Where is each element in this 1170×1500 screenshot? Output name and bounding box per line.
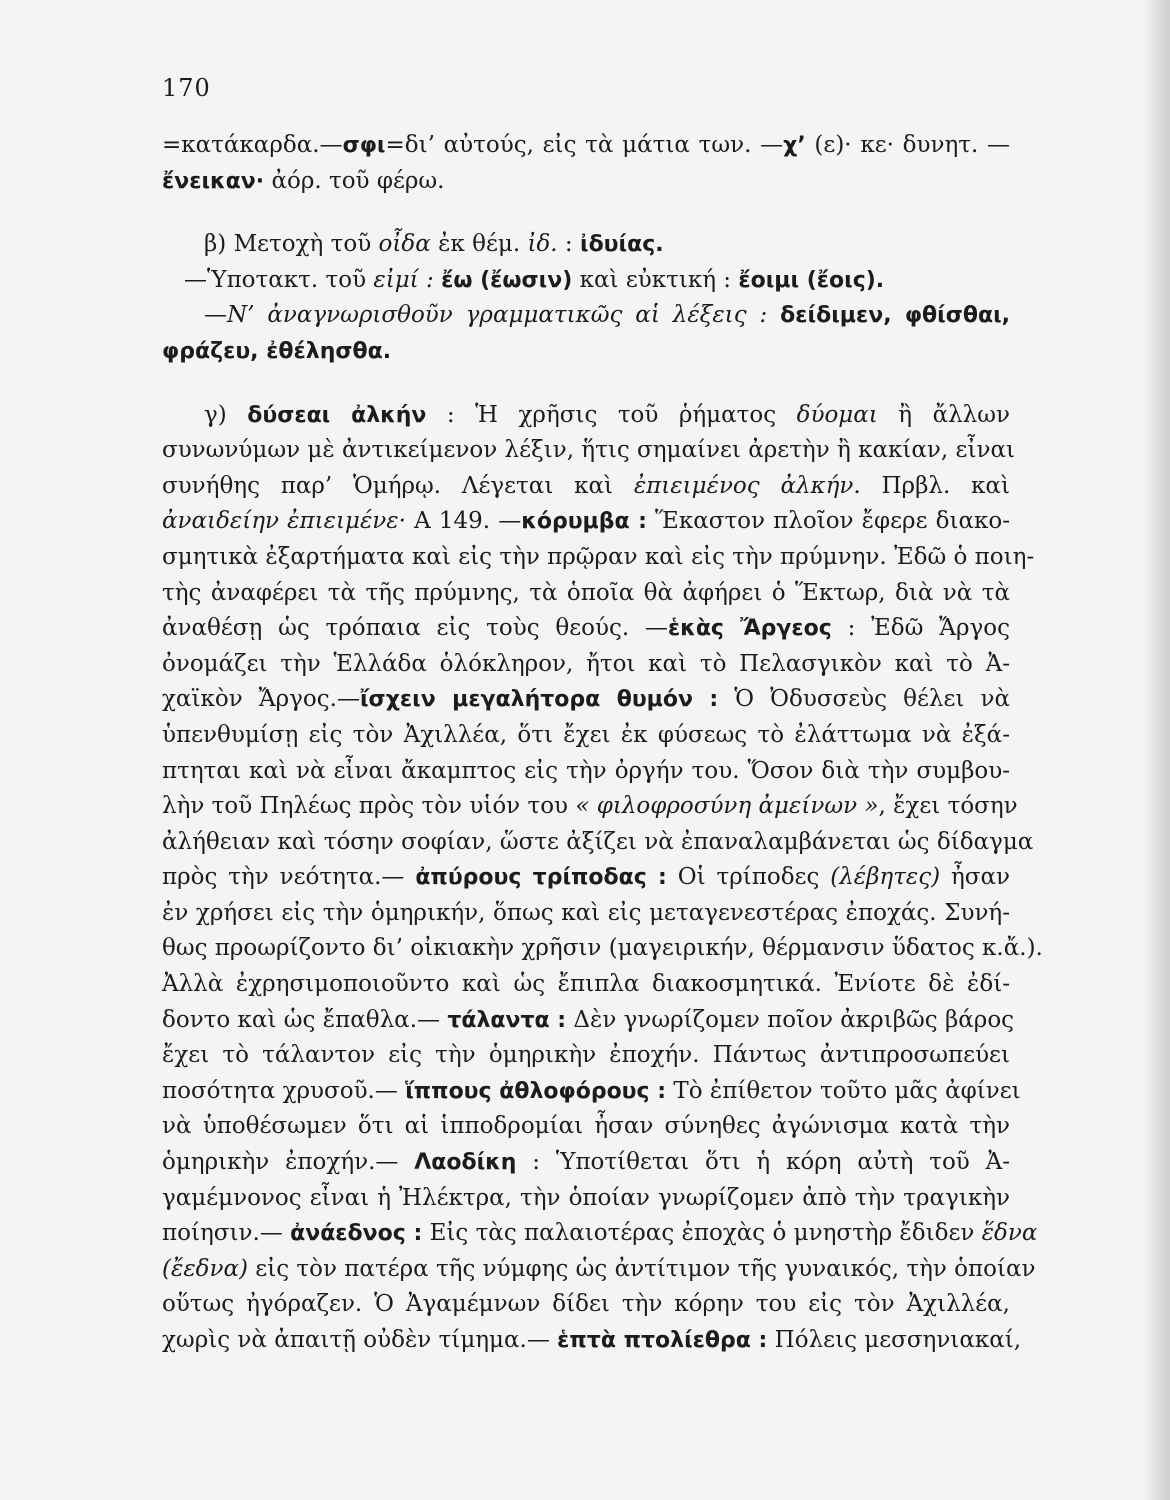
- text-run: τὴς ἀναφέρει τὰ τῆς πρύμνης, τὰ ὁποῖα θὰ ἀφήρει ὁ Ἕκτωρ, διὰ νὰ τὰ: [162, 579, 1010, 606]
- text-line: [162, 227, 1010, 263]
- commentary-text: [162, 128, 1043, 1359]
- text-run: χαϊκὸν Ἄργος.—: [162, 686, 360, 713]
- italic-text: ἕδνα: [981, 1220, 1038, 1247]
- text-run: =δι’ αὐτούς, εἰς τὰ μάτια των. —: [385, 132, 784, 158]
- text-line: [162, 504, 1010, 540]
- text-line: [162, 754, 1010, 790]
- text-line: [162, 1145, 1010, 1181]
- text-run: ποσότητα χρυσοῦ.—: [162, 1077, 406, 1104]
- text-run: , ἔχει τόσην: [878, 793, 1018, 820]
- text-run: : Ὑποτίθεται ὅτι ἡ κόρη αὐτὴ τοῦ Ἀ-: [516, 1149, 1010, 1176]
- text-run: ἐκ θέμ.: [430, 231, 528, 258]
- text-run: Πόλεις μεσσηνιακαί,: [767, 1327, 1022, 1353]
- text-run: ἢ ἄλλων: [877, 401, 1010, 428]
- text-line: [162, 334, 1010, 370]
- text-line: [162, 298, 1010, 334]
- text-run: συνωνύμων μὲ ἀντικείμενον λέξιν, ἥτις σημαίνει ἀρετὴν ἢ κακίαν, εἶναι: [162, 437, 1015, 464]
- text-line: [162, 1216, 1038, 1252]
- text-run: ἔχει τὸ τάλαντον εἰς τὴν ὁμηρικὴν ἐποχήν. Πάντως ἀντιπροσωπεύει: [162, 1042, 1010, 1069]
- lemma-term: δύσεαι ἀλκήν: [247, 402, 427, 428]
- text-run: (ε)· κε· δυνητ. —: [805, 132, 1010, 158]
- text-run: Πρβλ. καὶ: [860, 472, 1010, 499]
- italic-text: εἰμί :: [373, 266, 434, 293]
- text-line: [162, 1287, 1010, 1323]
- page-number: 170: [162, 74, 211, 102]
- text-run: : Ἐδῶ Ἄργος: [831, 615, 1010, 642]
- text-line: [162, 611, 1010, 647]
- text-run: Δὲν γνωρίζομεν ποῖον ἀκριβῶς βάρος: [566, 1006, 1015, 1033]
- lemma-term: φράζευ, ἐθέλησθα.: [162, 338, 392, 364]
- text-run: οὕτως ἠγόραζεν. Ὁ Ἀγαμέμνων δίδει τὴν κόρην του εἰς τὸν Ἀχιλλέα,: [162, 1291, 1010, 1318]
- italic-text: —Ν’ ἀναγνωρισθοῦν γραμματικῶς αἱ λέξεις :: [204, 302, 768, 329]
- text-run: ἐν χρήσει εἰς τὴν ὁμηρικήν, ὅπως καὶ εἰς μεταγενεστέρας ἐποχάς. Συνή-: [162, 899, 1010, 926]
- lemma-term: ἀνάεδνος :: [290, 1221, 423, 1247]
- text-run: πρὸς τὴν νεότητα.—: [162, 864, 416, 891]
- lemma-term: ἵππους ἀθλοφόρους :: [405, 1078, 667, 1104]
- italic-text: (ἔεδνα): [162, 1255, 248, 1282]
- text-run: θως προωρίζοντο δι’ οἰκιακὴν χρῆσιν (μαγειρικήν, θέρμανσιν ὕδατος κ.ἄ.).: [162, 935, 1043, 962]
- lemma-term: τάλαντα :: [447, 1007, 567, 1033]
- lemma-term: ἀπύρους τρίποδας :: [415, 865, 667, 891]
- lemma-term: Λαοδίκη: [414, 1150, 517, 1176]
- text-line: [162, 540, 1035, 576]
- page-edge-shadow: [1144, 0, 1170, 1500]
- text-run: Τὸ ἐπίθετον τοῦτο μᾶς ἀφίνει: [666, 1077, 1021, 1104]
- text-line: [162, 433, 1015, 469]
- text-line: [162, 931, 1043, 967]
- lemma-term: ἔω (ἔωσιν): [441, 267, 573, 293]
- text-run: γαμέμνονος εἶναι ἡ Ἠλέκτρα, τὴν ὁποίαν γνωρίζομεν ἀπὸ τὴν τραγικὴν: [162, 1184, 1010, 1211]
- text-run: ἀόρ. τοῦ φέρω.: [264, 167, 445, 194]
- text-line: [162, 647, 1010, 683]
- text-line: [162, 1252, 1036, 1288]
- text-line: [162, 1323, 1022, 1359]
- italic-text: ἰδ.: [527, 231, 558, 258]
- lemma-term: ἔνεικαν·: [162, 168, 265, 194]
- text-run: :: [557, 231, 580, 258]
- text-run: λὴν τοῦ Πηλέως πρὸς τὸν υἱόν του: [162, 793, 576, 820]
- text-line: [162, 1003, 1015, 1039]
- text-run: —Ὑποτακτ. τοῦ: [184, 266, 374, 293]
- lemma-term: ἴσχειν μεγαλήτορα θυμόν :: [359, 687, 719, 713]
- italic-text: « φιλοφροσύνη ἀμείνων »: [575, 793, 879, 820]
- text-line: [162, 1074, 1021, 1110]
- text-run: εἰς τὸν πατέρα τῆς νύμφης ὡς ἀντίτιμον τῆς γυναικός, τὴν ὁποίαν: [248, 1255, 1036, 1282]
- text-run: [767, 302, 780, 328]
- text-run: συνήθης παρ’ Ὁμήρῳ. Λέγεται καὶ: [162, 472, 634, 499]
- text-run: ποίησιν.—: [162, 1220, 291, 1247]
- text-run: Εἰς τὰς παλαιοτέρας ἐποχὰς ὁ μνηστὴρ ἔδιδεν: [422, 1220, 982, 1247]
- text-line: [162, 860, 1010, 896]
- text-run: Ἀλλὰ ἐχρησιμοποιοῦντο καὶ ὡς ἔπιπλα διακοσμητικά. Ἐνίοτε δὲ ἐδί-: [162, 971, 1010, 998]
- text-line: [162, 1109, 1010, 1145]
- lemma-term: δείδιμεν, φθίσθαι,: [780, 303, 1011, 329]
- italic-text: ἐπιειμένος ἀλκήν.: [633, 472, 861, 499]
- text-run: Οἱ τρίποδες: [666, 864, 831, 891]
- text-run: [434, 267, 441, 293]
- text-line: [162, 263, 1010, 299]
- text-run: ἀναθέσῃ ὡς τρόπαια εἰς τοὺς θεούς. —: [162, 615, 668, 642]
- text-run: δοντο καὶ ὡς ἔπαθλα.—: [162, 1006, 448, 1033]
- lemma-term: ἑκὰς Ἄργεος: [667, 616, 832, 642]
- text-line: [162, 718, 1010, 754]
- text-run: Α 149. —: [405, 508, 522, 535]
- text-line: [162, 967, 1010, 1003]
- text-run: : Ἡ χρῆσις τοῦ ῥήματος: [426, 401, 797, 428]
- text-run: πτηται καὶ νὰ εἶναι ἄκαμπτος εἰς τὴν ὀργήν του. Ὅσον διὰ τὴν συμβου-: [162, 757, 1010, 784]
- text-run: ἦσαν: [940, 864, 1010, 891]
- text-line: [162, 164, 1010, 200]
- text-line: [162, 896, 1010, 932]
- text-run: Ἕκαστον πλοῖον ἔφερε διακο-: [646, 508, 1011, 535]
- lemma-term: ἔοιμι (ἔοις).: [738, 267, 885, 293]
- text-run: ὑπενθυμίσῃ εἰς τὸν Ἀχιλλέα, ὅτι ἔχει ἐκ φύσεως τὸ ἐλάττωμα νὰ ἐξά-: [162, 721, 1010, 748]
- lemma-term: χ’: [783, 133, 806, 158]
- text-line: [162, 789, 1018, 825]
- lemma-term: κόρυμβα :: [521, 509, 647, 535]
- text-run: β) Μετοχὴ τοῦ: [204, 231, 379, 258]
- text-run: ἀλήθειαν καὶ τόσην σοφίαν, ὥστε ἀξίζει νὰ ἐπαναλαμβάνεται ὡς δίδαγμα: [162, 828, 1034, 855]
- lemma-term: σφι: [342, 133, 386, 158]
- text-line: [162, 469, 1010, 505]
- text-line: [162, 1038, 1010, 1074]
- lemma-term: ἰδυίας.: [580, 232, 664, 258]
- text-line: [162, 682, 1010, 718]
- text-run: χωρὶς νὰ ἀπαιτῇ οὐδὲν τίμημα.—: [162, 1327, 558, 1353]
- text-run: γ): [204, 401, 248, 428]
- text-run: σμητικὰ ἐξαρτήματα καὶ εἰς τὴν πρῷραν καὶ εἰς τὴν πρύμνην. Ἐδῶ ὁ ποιη-: [162, 543, 1035, 570]
- text-run: νὰ ὑποθέσωμεν ὅτι αἱ ἱπποδρομίαι ἦσαν σύνηθες ἀγώνισμα κατὰ τὴν: [162, 1113, 1010, 1140]
- text-line: [162, 576, 1010, 612]
- text-line: [162, 128, 1010, 164]
- italic-text: οἶδα: [378, 231, 431, 258]
- italic-text: δύομαι: [796, 401, 878, 428]
- italic-text: ἀναιδείην ἐπιειμένε·: [162, 508, 406, 535]
- text-run: καὶ εὐκτική :: [572, 266, 739, 293]
- text-line: [162, 825, 1034, 861]
- text-line: [162, 398, 1010, 434]
- text-run: ὀνομάζει τὴν Ἑλλάδα ὁλόκληρον, ἤτοι καὶ τὸ Πελασγικὸν καὶ τὸ Ἀ-: [162, 650, 1010, 677]
- text-line: [162, 1181, 1010, 1217]
- text-run: Ὁ Ὀδυσσεὺς θέλει νὰ: [718, 686, 1010, 713]
- lemma-term: ἑπτὰ πτολίεθρα :: [557, 1328, 768, 1353]
- text-run: ὁμηρικὴν ἐποχήν.—: [162, 1149, 415, 1176]
- text-run: =κατάκαρδα.—: [162, 132, 343, 158]
- italic-text: (λέβητες): [830, 864, 941, 891]
